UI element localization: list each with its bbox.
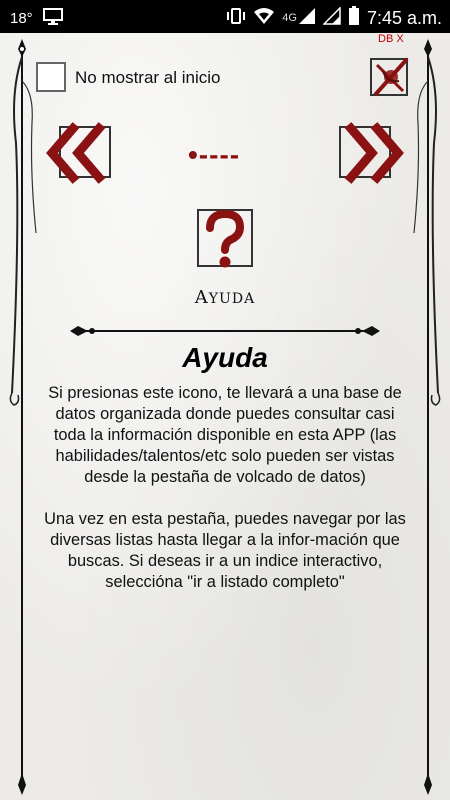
db-close-button[interactable] — [369, 55, 411, 99]
page-indicator: •---- — [188, 139, 241, 170]
double-chevron-right-icon — [334, 121, 406, 191]
startup-checkbox[interactable] — [36, 62, 66, 92]
next-button[interactable] — [334, 121, 406, 191]
help-button[interactable] — [196, 208, 254, 272]
description-paragraph-2: Una vez en esta pestaña, puedes navegar por las diversas listas hasta llegar a la infor-mación que buscas. Si deseas ir a un indice interactivo, seleccióna "ir a listado completo" — [44, 510, 406, 591]
signal-icon-2 — [323, 7, 341, 29]
status-bar — [0, 0, 450, 33]
help-page — [0, 33, 450, 800]
startup-checkbox-label[interactable]: No mostrar al inicio — [75, 68, 221, 87]
battery-icon — [348, 6, 360, 30]
help-description — [40, 383, 410, 593]
ornate-divider — [66, 323, 384, 339]
network-type: 4G — [282, 12, 297, 24]
help-icon-caption — [0, 287, 450, 308]
section-title: Ayuda — [182, 342, 268, 373]
caption-first-letter: A — [194, 287, 209, 308]
clock-text: 7:45 a.m. — [366, 7, 442, 28]
caption-rest: YUDA — [208, 291, 256, 307]
db-label: DB X — [378, 33, 404, 45]
wifi-icon — [253, 7, 275, 29]
vibrate-icon — [226, 7, 246, 29]
temperature-text: 18° — [10, 10, 33, 27]
close-icon — [369, 55, 411, 99]
signal-icon — [298, 7, 316, 29]
monitor-icon — [43, 8, 63, 29]
previous-button[interactable] — [46, 121, 118, 191]
double-chevron-left-icon — [46, 121, 118, 191]
description-paragraph-1: Si presionas este icono, te llevará a una base de datos organizada donde puedes consultar casi toda la información disponible en esta APP (las habilidades/talentos/etc solo pueden ser vistas desde la pestaña de volcado de datos) — [48, 384, 402, 486]
question-mark-icon — [196, 208, 254, 272]
